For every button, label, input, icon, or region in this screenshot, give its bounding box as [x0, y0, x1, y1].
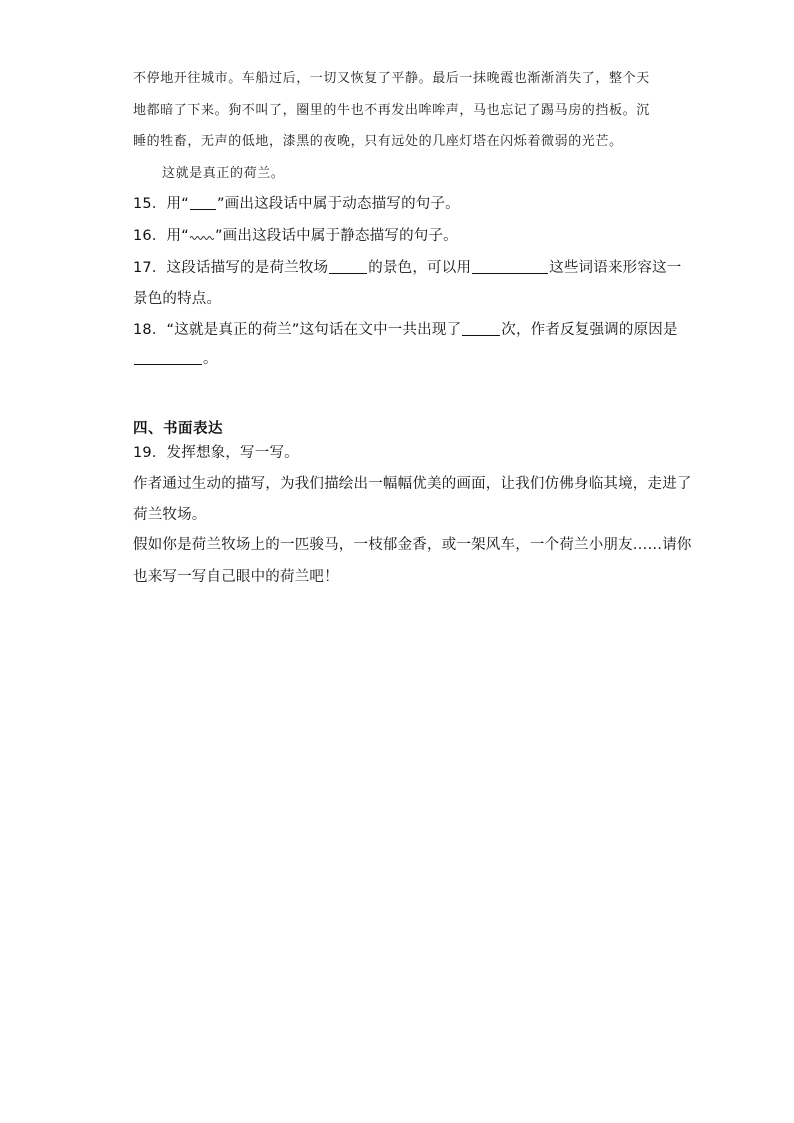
answer-blank-18b[interactable]	[134, 350, 202, 365]
wavy-underline-sample	[190, 235, 214, 241]
question-18	[133, 318, 678, 339]
question-16-text: ”画出这段话中属于静态描写的句子。	[214, 228, 458, 244]
section-title-writing: 四、书面表达	[133, 421, 223, 437]
passage-conclusion: 这就是真正的荷兰。	[162, 166, 285, 181]
passage-line-1: 不停地开往城市。车船过后，一切又恢复了平静。最后一抹晚霞也渐渐消失了，整个天	[133, 71, 650, 86]
question-18-suffix: 次，作者反复强调的原因是	[501, 322, 678, 338]
answer-blank-17a[interactable]	[329, 259, 367, 274]
question-18-line-2	[133, 347, 218, 368]
question-16-prefix: 16．用“	[133, 228, 189, 244]
writing-prompt-line-4: 也来写一写自己眼中的荷兰吧！	[133, 569, 339, 585]
question-18-prefix: 18．“这就是真正的荷兰”这句话在文中一共出现了	[133, 322, 462, 338]
question-18-end: 。	[203, 351, 218, 367]
writing-prompt-line-3: 假如你是荷兰牧场上的一匹骏马，一枝郁金香，或一架风车，一个荷兰小朋友……请你	[133, 537, 692, 553]
question-15-prefix: 15．用“	[133, 196, 189, 212]
writing-prompt-line-1: 作者通过生动的描写，为我们描绘出一幅幅优美的画面，让我们仿佛身临其境，走进了	[133, 476, 692, 492]
answer-blank-17b[interactable]	[472, 259, 548, 274]
question-17-line-2: 景色的特点。	[133, 291, 222, 307]
question-17-suffix: 这些词语来形容这一	[549, 260, 682, 276]
question-15-text: ”画出这段话中属于动态描写的句子。	[216, 196, 460, 212]
question-16	[133, 224, 458, 245]
question-17	[133, 256, 681, 277]
question-17-prefix: 17．这段话描写的是荷兰牧场	[133, 260, 329, 276]
straight-underline-sample	[190, 195, 216, 210]
writing-prompt-line-2: 荷兰牧场。	[133, 507, 207, 523]
passage-line-2: 地都暗了下来。狗不叫了，圈里的牛也不再发出哞哞声，马也忘记了踢马房的挡板。沉	[133, 103, 650, 118]
question-15	[133, 192, 460, 213]
passage-line-3: 睡的牲畜，无声的低地，漆黑的夜晚，只有远处的几座灯塔在闪烁着微弱的光芒。	[133, 134, 623, 149]
question-17-middle: 的景色，可以用	[368, 260, 472, 276]
answer-blank-18a[interactable]	[462, 321, 500, 336]
question-19: 19．发挥想象，写一写。	[133, 445, 299, 461]
